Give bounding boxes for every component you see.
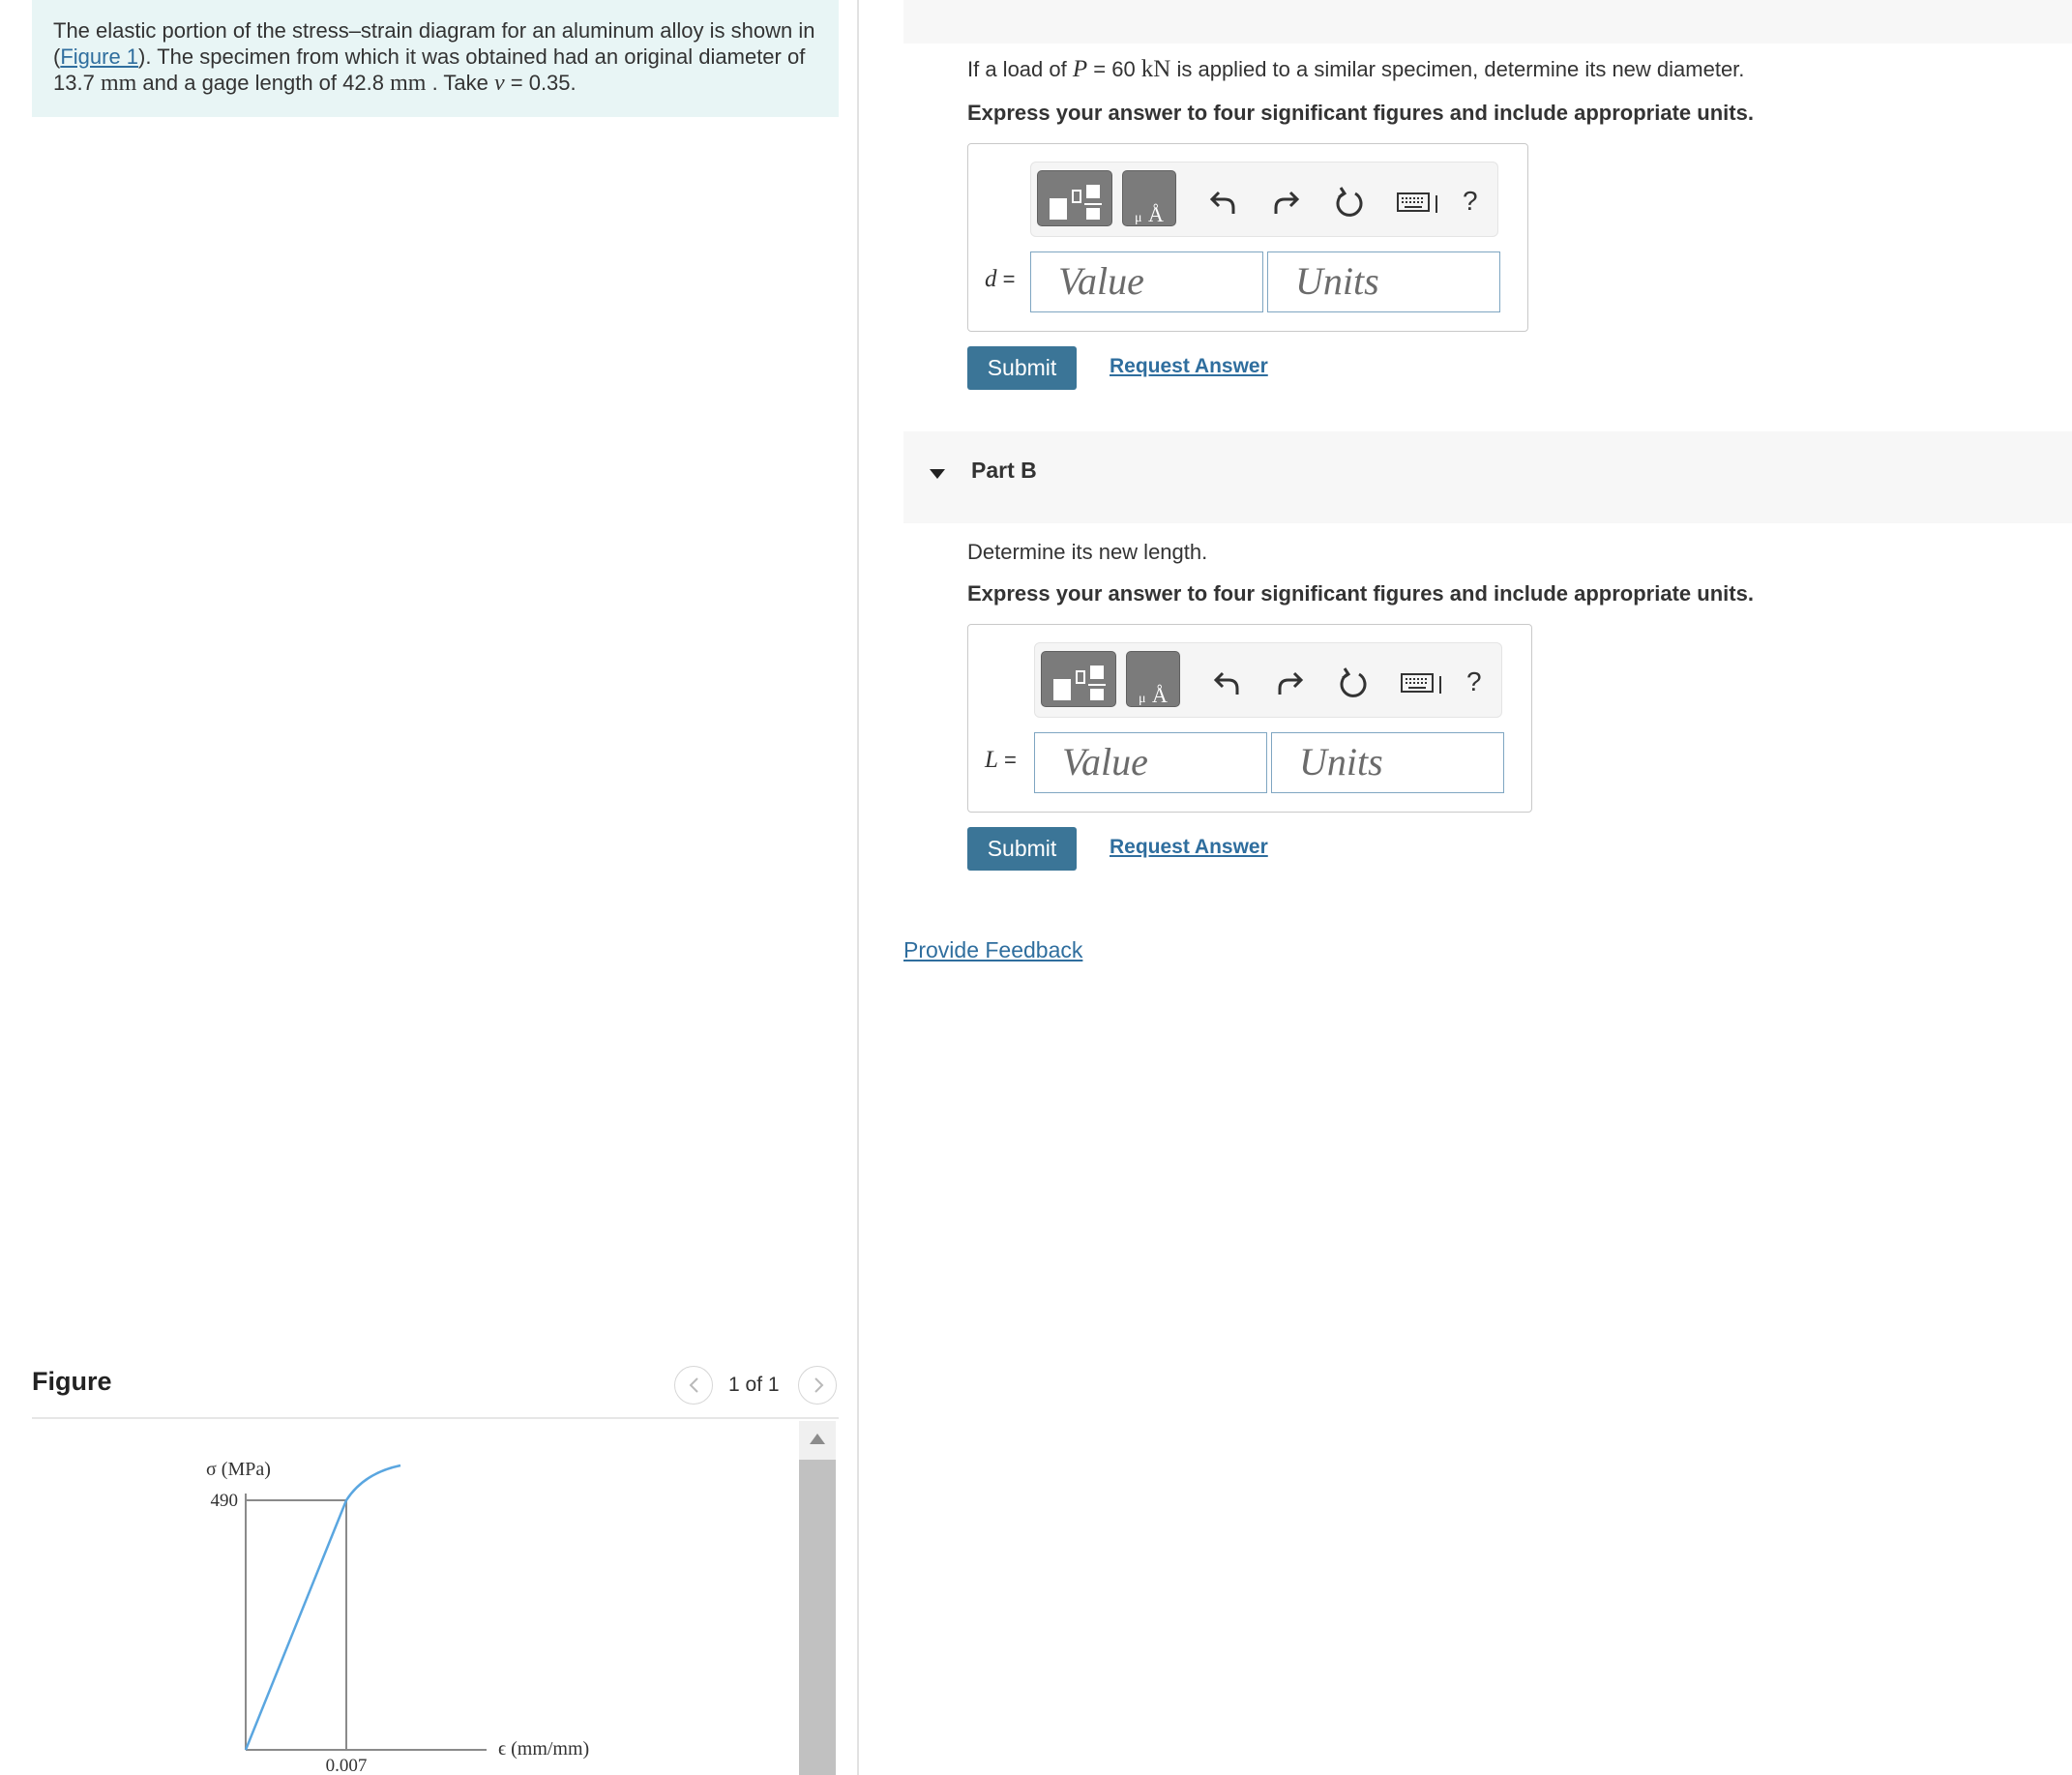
left-pane	[0, 0, 859, 1775]
undo-icon[interactable]	[1209, 189, 1238, 216]
figure-counter: 1 of 1	[728, 1374, 780, 1396]
part-a-question	[967, 56, 1744, 83]
part-b-title: Part B	[971, 458, 1037, 483]
question-text: is applied to a similar specimen, determine its new diameter.	[1170, 57, 1745, 81]
part-b-header[interactable]	[903, 431, 2072, 523]
value-input[interactable]: Value	[1030, 251, 1263, 312]
value-input[interactable]: Value	[1034, 732, 1267, 793]
load-value: = 60	[1087, 57, 1141, 81]
help-icon[interactable]: ?	[1463, 186, 1478, 216]
part-b-submit-button[interactable]: Submit	[967, 827, 1077, 871]
part-b-question: Determine its new length.	[967, 540, 1208, 564]
caret-down-icon[interactable]	[929, 468, 946, 480]
stress-strain-chart	[32, 1421, 786, 1775]
templates-button[interactable]	[1041, 651, 1116, 707]
figure-link[interactable]: Figure 1	[60, 44, 139, 69]
redo-icon[interactable]	[1275, 669, 1304, 696]
help-icon[interactable]: ?	[1466, 666, 1482, 696]
undo-icon[interactable]	[1213, 669, 1242, 696]
reset-icon[interactable]	[1338, 666, 1369, 699]
units-input[interactable]: Units	[1267, 251, 1500, 312]
right-pane	[861, 0, 2072, 1775]
load-symbol: P	[1072, 56, 1088, 82]
variable-symbol: d	[985, 266, 997, 292]
scrollbar-thumb[interactable]	[799, 1460, 836, 1775]
svg-text:μ: μ	[1135, 211, 1142, 225]
svg-text:Å: Å	[1152, 683, 1168, 707]
units-symbol-icon	[1123, 171, 1177, 227]
units-symbol-button[interactable]	[1126, 651, 1180, 707]
part-a-request-answer-link[interactable]: Request Answer	[1110, 355, 1268, 377]
series-line-elastic	[246, 1500, 346, 1750]
x-tick-label: 0.007	[325, 1756, 368, 1775]
templates-icon	[1038, 171, 1113, 227]
figure-prev-button[interactable]	[674, 1366, 713, 1405]
part-b-instruction: Express your answer to four significant figures and include appropriate units.	[967, 581, 1754, 606]
part-b-answer-box	[967, 624, 1532, 813]
chevron-left-icon	[686, 1376, 703, 1394]
templates-button[interactable]	[1037, 170, 1112, 226]
math-toolbar	[1030, 162, 1498, 237]
variable-symbol: L	[985, 747, 998, 773]
gage-value: 42.8	[342, 71, 384, 95]
problem-text: . Take	[426, 71, 494, 95]
part-a-answer-box	[967, 143, 1528, 332]
variable-label-d	[985, 266, 1015, 293]
equals-sign: =	[996, 267, 1016, 291]
series-curve-plastic	[346, 1465, 400, 1500]
reset-icon[interactable]	[1334, 186, 1365, 219]
templates-icon	[1042, 652, 1117, 708]
poisson-symbol: ν	[493, 71, 505, 96]
diameter-unit: mm	[100, 71, 137, 96]
problem-statement	[32, 0, 839, 117]
svg-text:Å: Å	[1148, 202, 1164, 226]
units-input[interactable]: Units	[1271, 732, 1504, 793]
units-symbol-button[interactable]	[1122, 170, 1176, 226]
figure-next-button[interactable]	[798, 1366, 837, 1405]
svg-text:μ: μ	[1139, 692, 1146, 706]
figure-header	[32, 1359, 839, 1419]
problem-text: The elastic portion of the stress–strain diagram for an aluminum alloy is shown in (	[53, 18, 815, 69]
equals-sign: =	[997, 748, 1017, 772]
part-a-instruction: Express your answer to four significant figures and include appropriate units.	[967, 101, 1754, 125]
keyboard-icon[interactable]	[1401, 672, 1447, 695]
part-a-header-band	[903, 0, 2072, 44]
scroll-up-arrow-icon[interactable]	[809, 1433, 826, 1446]
part-b-request-answer-link[interactable]: Request Answer	[1110, 836, 1268, 858]
redo-icon[interactable]	[1271, 189, 1300, 216]
question-text: If a load of	[967, 57, 1073, 81]
chevron-right-icon	[810, 1376, 827, 1394]
diameter-value: 13.7	[53, 71, 95, 95]
load-unit: kN	[1140, 56, 1171, 82]
gage-unit: mm	[390, 71, 427, 96]
y-axis-label: σ (MPa)	[206, 1459, 271, 1480]
problem-text: and a gage length of	[136, 71, 343, 95]
y-tick-label: 490	[210, 1491, 238, 1511]
keyboard-icon[interactable]	[1397, 192, 1443, 215]
x-axis-label: ϵ (mm/mm)	[498, 1738, 590, 1760]
chart-marks	[211, 1465, 401, 1775]
variable-label-l	[985, 747, 1017, 774]
math-toolbar	[1034, 642, 1502, 718]
poisson-value: = 0.35.	[504, 71, 577, 95]
figure-title: Figure	[32, 1367, 112, 1396]
figure-area	[32, 1421, 839, 1775]
problem-text: ). The specimen from which it was obtained had an original diameter of	[138, 44, 806, 69]
part-a-submit-button[interactable]: Submit	[967, 346, 1077, 390]
figure-scrollbar[interactable]	[799, 1421, 836, 1775]
units-symbol-icon	[1127, 652, 1181, 708]
provide-feedback-link[interactable]: Provide Feedback	[903, 937, 1083, 962]
